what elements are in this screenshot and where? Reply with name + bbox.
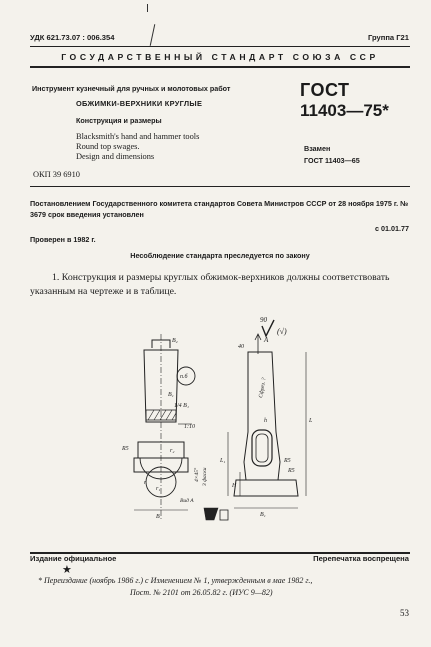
title-subtitle: Конструкция и размеры: [76, 116, 162, 125]
label-r5-left: R5: [122, 446, 129, 452]
replaces-label: Взамен: [304, 144, 331, 153]
footnote-line1: * Переиздание (ноябрь 1986 г.) с Изменением № 1, утвержденным в мае 1982 г.,: [38, 576, 313, 585]
label-grinding: Сфрез. ?: [258, 377, 268, 399]
header-rule-bottom: [30, 66, 410, 68]
label-h-small: h: [264, 418, 267, 424]
title-en-line3: Design and dimensions: [76, 152, 155, 161]
checked-note: Проверен в 1982 г.: [30, 235, 96, 244]
roughness-paren: (√): [277, 327, 287, 336]
scan-mark: [147, 4, 148, 12]
group-code: Группа Г21: [367, 33, 409, 42]
gost-number: 11403—75*: [300, 101, 389, 120]
state-standard-heading: ГОСУДАРСТВЕННЫЙ СТАНДАРТ СОЮЗА ССР: [61, 52, 379, 62]
title-en-line1: Blacksmith's hand and hammer tools: [76, 132, 200, 141]
title-en-line2: Round top swages.: [76, 142, 140, 151]
label-slope: 1:10: [184, 424, 195, 430]
label-detail: п.б: [180, 374, 188, 380]
decree-text: Постановлением Государственного комитета стандартов Совета Министров СССР от 28 ноября 1975 г. № 3679 срок введения установлен: [30, 199, 409, 219]
label-h: H: [232, 483, 237, 489]
label-r2: r₂: [170, 448, 175, 454]
swage-technical-drawing: [100, 312, 340, 544]
label-l1: L₁: [220, 458, 226, 464]
label-b: B: [156, 514, 160, 520]
gost-label: ГОСТ: [300, 80, 350, 100]
label-b-side: B₁: [260, 512, 266, 518]
title-main: ОБЖИМКИ-ВЕРХНИКИ КРУГЛЫЕ: [76, 99, 203, 108]
reprint-notice: Перепечатка воспрещена: [313, 554, 409, 563]
handle-slot: [252, 430, 272, 466]
roughness-value: 90: [260, 316, 267, 324]
title-category: Инструмент кузнечный для ручных и молотовых работ: [32, 84, 231, 93]
view-a-section: [204, 508, 218, 520]
okp-code: ОКП 39 6910: [33, 170, 80, 179]
front-view: [121, 334, 228, 520]
label-b2: B₂: [172, 338, 178, 344]
official-edition: Издание официальное: [30, 554, 117, 563]
label-chamfer: 4×45°: [194, 467, 200, 482]
udk-code: УДК 621.73.07 : 006.354: [30, 33, 115, 42]
side-view: [219, 334, 313, 518]
label-3-faski: 3 фаски: [202, 467, 208, 486]
penalty-note: Несоблюдение стандарта преследуется по закону: [130, 251, 310, 260]
okp-rule: [30, 186, 410, 187]
label-r5-b: R5: [288, 468, 295, 474]
label-a: A: [264, 336, 269, 344]
page-number: 53: [400, 608, 409, 618]
label-r: r: [144, 480, 147, 486]
replaces-standard: ГОСТ 11403—65: [304, 156, 360, 165]
effective-date: с 01.01.77: [375, 224, 409, 233]
label-l: L: [309, 418, 313, 424]
label-vid-a: Вид А: [180, 498, 194, 504]
paragraph-1: 1. Конструкция и размеры круглых обжимок-верхников должны соответствовать указанным на чертеже и в таблице.: [30, 272, 390, 297]
label-r1: r₁: [156, 486, 161, 492]
footnote-line2: Пост. № 2101 от 26.05.82 г. (ИУС 9—82): [130, 588, 273, 597]
label-r5-a: R5: [284, 458, 291, 464]
scan-mark: [150, 24, 156, 46]
label-b1: B₁: [168, 392, 174, 398]
star-icon: ★: [62, 564, 72, 576]
label-40: 40: [238, 344, 244, 350]
header-rule-top: [30, 46, 410, 47]
label-b1-fraction: 1/4 B₁: [174, 403, 189, 409]
